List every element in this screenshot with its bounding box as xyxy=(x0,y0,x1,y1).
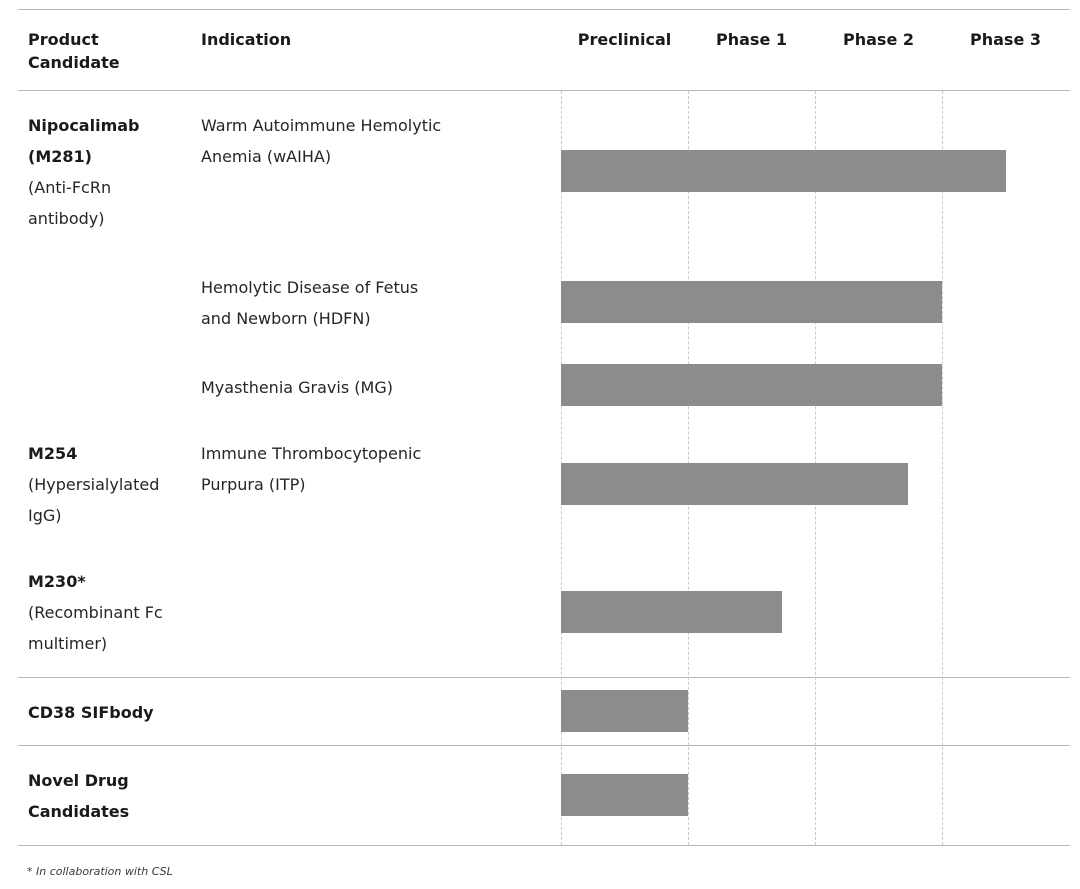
indication-MG: Myasthenia Gravis (MG) xyxy=(201,378,393,397)
section-rule-novel xyxy=(18,745,1070,746)
indication-wAIHA: Warm Autoimmune Hemolytic Anemia (wAIHA) xyxy=(201,116,442,166)
progress-bar-wAIHA xyxy=(561,150,1006,192)
phase-header-phase-2: Phase 2 xyxy=(843,30,914,49)
phase-header-phase-3: Phase 3 xyxy=(970,30,1041,49)
footnote: * In collaboration with CSL xyxy=(27,865,173,878)
product-m230 xyxy=(28,566,178,659)
product-description: (Hypersialylated IgG) xyxy=(28,475,160,525)
product-m254 xyxy=(28,438,178,531)
progress-bar-ITP xyxy=(561,463,908,505)
product-name: Nipocalimab xyxy=(28,116,140,135)
header-product-candidate: Product Candidate xyxy=(28,30,120,72)
product-description: (Recombinant Fc multimer) xyxy=(28,603,163,653)
phase-gridline xyxy=(942,91,943,845)
product-cd38-sifbody: CD38 SIFbody xyxy=(28,703,154,722)
product-code: (M281) xyxy=(28,147,92,166)
progress-bar-cd38 xyxy=(561,690,688,732)
indication-HDFN: Hemolytic Disease of Fetus and Newborn (HDFN) xyxy=(201,278,419,328)
table-top-rule xyxy=(18,9,1070,10)
phase-header-phase-1: Phase 1 xyxy=(716,30,787,49)
product-description: (Anti-FcRn antibody) xyxy=(28,178,112,228)
product-novel-drug-candidates: Novel Drug Candidates xyxy=(28,771,130,821)
section-rule-cd38 xyxy=(18,677,1070,678)
header-bottom-rule xyxy=(18,90,1070,91)
table-bottom-rule xyxy=(18,845,1070,846)
progress-bar-HDFN xyxy=(561,281,942,323)
phase-header-preclinical: Preclinical xyxy=(577,30,672,49)
progress-bar-m230 xyxy=(561,591,782,633)
progress-bar-MG xyxy=(561,364,942,406)
header-indication: Indication xyxy=(201,30,292,49)
indication-ITP: Immune Thrombocytopenic Purpura (ITP) xyxy=(201,444,422,494)
product-name: M230* xyxy=(28,572,86,591)
progress-bar-novel xyxy=(561,774,688,816)
product-name: M254 xyxy=(28,444,78,463)
product-nipocalimab xyxy=(28,110,178,234)
